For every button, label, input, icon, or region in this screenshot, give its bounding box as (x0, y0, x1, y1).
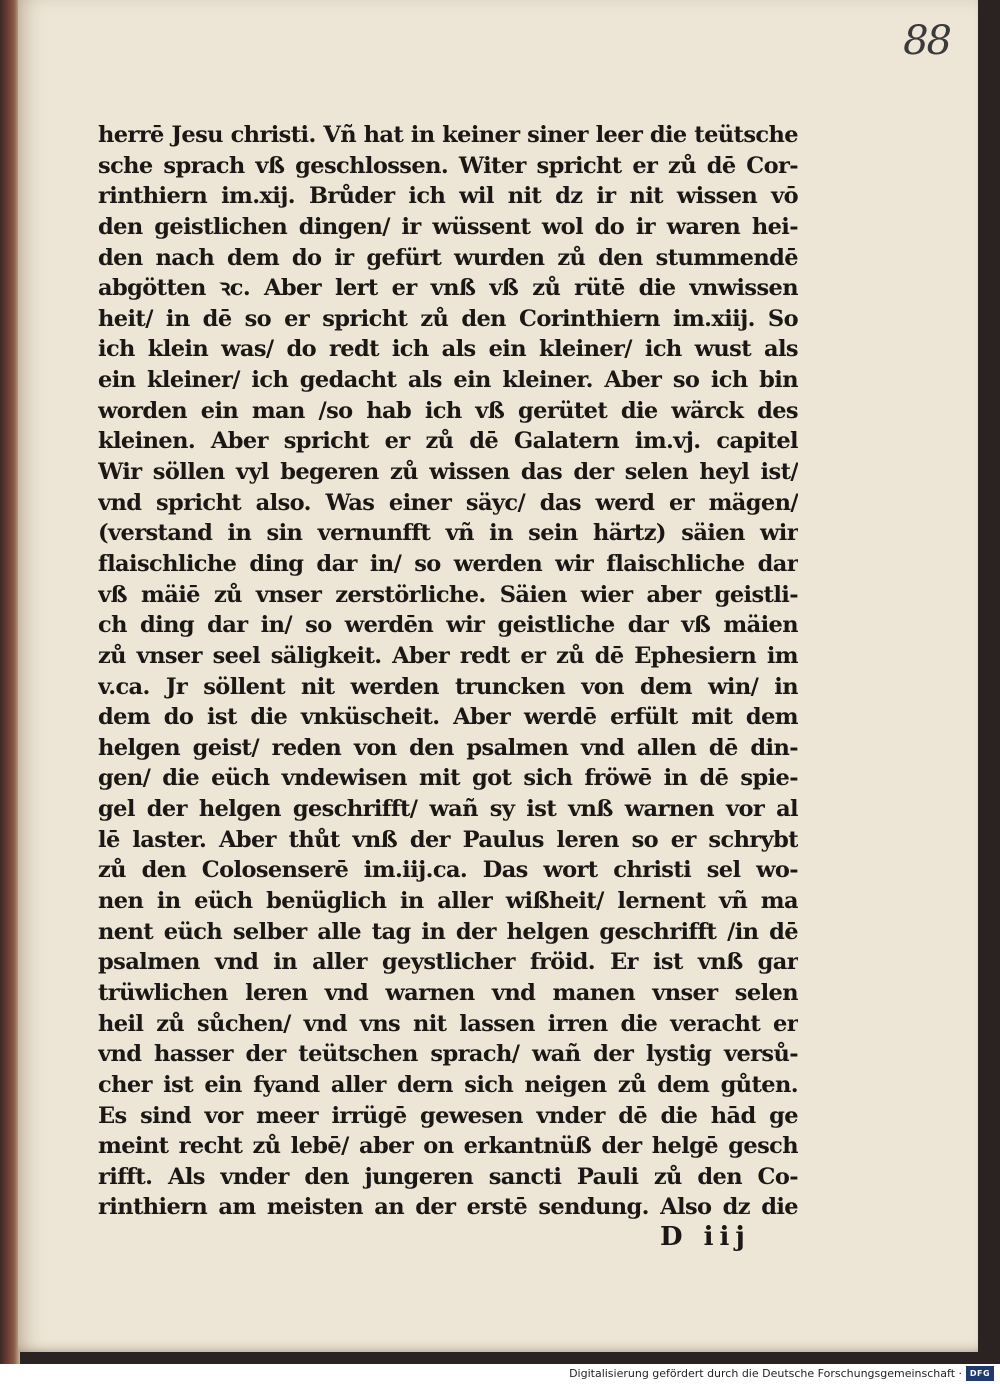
text-line: kleinen. Aber spricht er zů dē Galatern im.vj. capitel (98, 428, 798, 455)
text-line: worden ein man /so hab ich vß gerütet die wärck des (98, 397, 798, 424)
text-line: heil zů sůchen/ vnd vns nit lassen irren die veracht er (98, 1010, 798, 1037)
footer-bar (0, 1364, 1000, 1384)
text-line: vnd spricht also. Was einer säyc/ das werd er mägen/ (98, 489, 798, 516)
text-line: cher ist ein fyand aller dern sich neigen zů dem gůten. (98, 1071, 798, 1098)
text-line: zů vnser seel säligkeit. Aber redt er zů dē Ephesiern im (98, 642, 798, 669)
text-line: sche sprach vß geschlossen. Witer spricht er zů dē Cor- (98, 152, 798, 179)
text-line: abgötten ꝛc. Aber lert er vnß vß zů rütē die vnwissen (98, 275, 798, 302)
text-line: dem do ist die vnküscheit. Aber werdē erfült mit dem (98, 704, 798, 731)
text-line: flaischliche ding dar in/ so werden wir flaischliche dar (98, 550, 798, 577)
text-line: den nach dem do ir gefürt wurden zů den stummendē (98, 244, 798, 271)
text-line: meint recht zů lebē/ aber on erkantnüß der helgē gesch (98, 1133, 798, 1160)
text-line: herrē Jesu christi. Vñ hat in keiner siner leer die teütsche (98, 122, 798, 148)
text-line: psalmen vnd in aller geystlicher fröid. Er ist vnß gar (98, 949, 798, 976)
text-line: rifft. Als vnder den jungeren sancti Pauli zů den Co- (98, 1163, 798, 1190)
text-line: lē laster. Aber thůt vnß der Paulus leren so er schrybt (98, 826, 798, 853)
text-line: nent eüch selber alle tag in der helgen geschrifft /in dē (98, 918, 798, 945)
dfg-logo-icon: DFG (966, 1366, 994, 1381)
text-line: Wir söllen vyl begeren zů wissen das der selen heyl ist/ (98, 459, 798, 486)
text-line: gel der helgen geschrifft/ wañ sy ist vnß warnen vor al (98, 796, 798, 823)
digitization-credit: Digitalisierung gefördert durch die Deutsche Forschungsgemeinschaft · (569, 1367, 962, 1380)
text-line: ich klein was/ do redt ich als ein kleiner/ ich wust als (98, 336, 798, 363)
text-line: den geistlichen dingen/ ir wüssent wol do ir waren hei- (98, 213, 798, 240)
text-line: vß mäiē zů vnser zerstörliche. Säien wier aber geistli- (98, 581, 798, 608)
text-line: Es sind vor meer irrügē gewesen vnder dē die hād ge (98, 1102, 798, 1129)
text-line: (verstand in sin vernunfft vñ in sein härtz) säien wir (98, 520, 798, 547)
text-line: v.ca. Jr söllent nit werden truncken von dem win/ in (98, 673, 798, 700)
text-line: heit/ in dē so er spricht zů den Corinthiern im.xiij. So (98, 305, 798, 332)
main-text-block (98, 120, 798, 1223)
text-line: helgen geist/ reden von den psalmen vnd allen dē din- (98, 734, 798, 761)
folio-number: 88 (903, 18, 950, 64)
text-line: trüwlichen leren vnd warnen vnd manen vnser selen (98, 979, 798, 1006)
text-line: ein kleiner/ ich gedacht als ein kleiner. Aber so ich bin (98, 367, 798, 394)
text-line: rinthiern am meisten an der erstē sendung. Also dz die (98, 1194, 798, 1221)
text-line: gen/ die eüch vndewisen mit got sich fröwē in dē spie- (98, 765, 798, 792)
text-line: vnd hasser der teütschen sprach/ wañ der lystig versů- (98, 1041, 798, 1068)
text-line: nen in eüch benüglich in aller wißheit/ lernent vñ ma (98, 888, 798, 915)
text-line: rinthiern im.xij. Brůder ich wil nit dz ir nit wissen vō (98, 183, 798, 210)
text-line: zů den Colosenserē im.iij.ca. Das wort christi sel wo- (98, 857, 798, 884)
book-binding-edge (0, 0, 20, 1364)
text-line: ch ding dar in/ so werdēn wir geistliche dar vß mäien (98, 612, 798, 639)
signature-mark: D iij (660, 1222, 751, 1252)
